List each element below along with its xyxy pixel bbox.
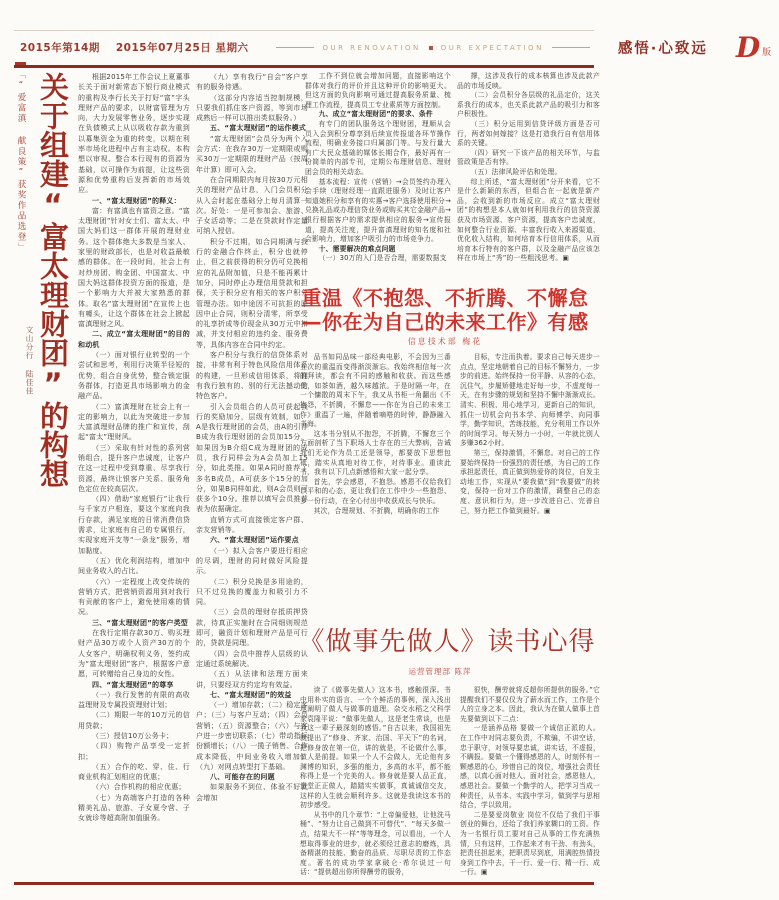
slogan-square-icon (429, 46, 433, 50)
article2-byline: 信息技术部 梅花 (407, 337, 483, 346)
article2-column-1: 品书如同品味一部经典电影，不会因为三番五次的重温而变得渐淡渐忘。我始终相信每一次的拜读，都会有不同的感触和收获。而这些感受，如茶如酒，越久味越浓。于是时隔一年，在一个慵散的周末下午，我又从书柜一角翻出《不抱怨，不折腾，不懈怠——你在为自己的未来工作》重温了一遍，伴随着嘀嗒的时钟，静静融入书海。 这本书分别从不抱怨，不折腾，不懈怠三个方面剖析了当下职场人士存在的三大弊病，告诫我们无论作为员工还是领导，都要放下思想包袱，踏实从真地对待工作，对待事业。重读此书，我有以下几点新感悟和大家一起分享。 首先，学会感恩，不抱怨。感恩不仅给我们以平和的心态，更让我们在工作中少一些抱怨、多一份行动，在全心付出中收获成长与快乐。 其次，合理规划、不折腾，明确你的工作 (300, 353, 451, 515)
edition-suffix: 版 (762, 47, 772, 58)
section-title: 感悟·心致远 (617, 41, 708, 57)
article2-title-line1: 重温《不抱怨、不折腾、不懈怠 (301, 286, 589, 310)
lead-article-column-2: （九）享有我行“自会”客户享有的服务待遇。 （这部分内容适当控制规模，只要我们抓住客户资源，等到市场成熟后一样可以推出类似服务。） 五、“富太理财团”的运作模式 “富太理财团”会员分为两个入会方式：在我存30万一定期限或购买30万一定期限的理财产品（按周年计算）即可入会。 在合同期限内每月按30万元相关的理财产品计息，入门会员积分从入会时起在基础分上每月清算一次。好处：一是可参加会、旅游、子女活动等；二是在贷款时作定量可纳入授信。 积分不过期，如合同期满与我行的金融合作终止，积分也就停止，但之前获得的积分仍可兑换相应的礼品附加值，只是不能再累计加分，同时停止办理信用贷款和担保，关于积分应有相关的客户积分管理办法。如中途因不可抗拒的原因中止合同，则积分清零，所享受的礼享折成等价现金从30万元中扣减，并支付相应的违约金、服务费等，具体内容在合同中约定。 客户积分与我行的信贷体系对接，非常有利于特色风险信用体系的构建，一旦形成信用体系，将拥有我行独有的、别的行无法撼动的特色客户。 引入会员组合的人员可获起我行的奖励加分，层级有效制，如：A是我行理财团的会员，由A的引荐B成为我行理财团的会员加15分，如果因为B介绍C成为理财团的成员，我行同样会为A会员加上15分，如此类推。如果A同时推荐了多名B成员，A可获多个15分的加分，如果B同样如此，则A会员则可获多个10分。推荐以填写会员推荐表为依据确定。 直销方式可直接锁定客户群、亲友营销等。 六、“富太理财团”运作要点 （一）拟入会客户要进行相应的尽调，理财的同时做好风险提示。 （二）积分兑换是多用途的，只不过兑换的覆盖力和吸引力不同。 （三）会员的理财存抵质押贷款，待真正实施时在合同细则规范即可，融资计划和理财产品是可行的，贷款是同理。 （四）会员中推荐人层级的认定通过系统解决。 （五）从法律和法理方面来讲，只要经双方约定均有效益。 七、“富太理财团”的效益 （一）增加存款；（二）稳定客户；（三）与客户互动；（四）会员营销；（五）资源整合；（六）与客户进一步密切联系；（七）带动指标份额增长；（八）一揽子销售、合作成本降低，中间业务收入增加；（九）对网点转型打下基础。 八、可能存在的问题 如果服务不到位、体验不好就会增加 (196, 73, 308, 802)
slogan-right-text: OUR EXPECTATION (440, 43, 544, 52)
article3-column-1: 读了《做事先做人》这本书，感触很深。书中用朴实的语言、一个个鲜活的事例，深入浅出地阐明了做人与做事的道理。杂交水稻之父科学家袁隆平说：“做事先做人，这是老生常谈，也是我这一辈子最深刻的感悟。”自古以来，我国祖先就提出了“修身、齐家、治国、平天下”的名词，把修身放在第一位，讲的就是，不论做什么事，做人是前提。如果一个人不会做人，无论他有多渊博的知识，多强的能力，多高的水平，都不能称得上是一个完美的人。修身就是要人品正直，堂堂正正做人，踏踏实实做事，真诚诚信交友，这样的人生就会顺利许多。这就是我读这本书的初步感受。 从书中的几个章节：“上帝偏爱他，让他洗马桶”、“努力让自己做到不可替代”、“每天多做一点，结果大不一样”等等理念，可以看出，一个人想取得事业的进步，就必须经过意志的磨炼，具备精湛的技能、勤奋的品质、尽职尽责的工作态度。著名的成功学家拿破仑·希尔说过一句话：“提供超出你所得酬劳的服务， (300, 686, 451, 877)
series-label: 「“爱富滇 献良策”获奖作品选登」 (16, 70, 26, 253)
slogan-rule-left (276, 47, 314, 48)
edition-letter: D (735, 30, 761, 64)
publication-date: 2015年07月25日 星期六 (115, 42, 249, 54)
lead-article-column-1: 根据2015年工作会议上夏董事长关于面对新常态下银行商业模式的重构及李行长关于打好“富”字头理财产品的要求，以财富管理为方向，大力发展零售业务，逐步实现在负债模式上从以吸收存款为重到以募集资金为重的转变，以期在利率市场化进程中占有主动权。本构想以审视、整合本行现有的资源为基础，以可操作为前提，让这些资源和优势重构后发挥新的市场效应。 一、“富太理财团”的释义： 富：有富滇也有富资之意。“富太理财团”针对女士们、富太太、中国大妈们这一群体开展的理财业务。这个群体绝大多数是当家人、家里的财政部长，也是对收益最敏感的群体。在一段时间，社会上有对炒房团、购金团、中国富太、中国大妈这群体投资方面的报道，是一个影响力大并被大家熟悉的群体。取名“富太理财团”在宣传上也有噱头，让这个群体在社会上掀起富滇理财之风。 二、成立“富太理财团”的目的和动机 （一）面对银行业转型的一个尝试和思考，利用行决策半径短的优势，组合自身优势，整合锁定服务群体，打造更具市场影响力的金融产品。 （二）富滇理财在社会上有一定的影响力，以此为突破进一步加大富滇理财品牌的推广和宣传，刮起“富太”理财风。 （三）采取有针对性的系列营销组合，提升客户忠诚度，让客户在这一过程中受到尊重、尽享我行资源，最终让银客户关系、服务角色定位在较高层次。 （四）借助“家庭银行”让我行与千家万户相连，要这个家庭向我行存款，满足家庭的日常消费信贷需求，让家庭有自己的专属银行，实现家庭开支等“一条龙”服务，增加黏度。 （五）优化利润结构，增加中间业务收入的占比。 （六）一定程度上改变传统的营销方式，把营销资源用到对我行有贡献的客户上，避免使用难的情况。 三、“富太理财团”的客户类型 在我行定期存款30万、购买理财产品30万或个人资产30万的个人女客户，明确权利义务，签约成为“富太理财团”客户，根据客户意愿，可转赠给自己身边的女性。 四、“富太理财团”的尊享 （一）我行发售的有限的高收益理财及专属投资理财计划； （二）期限一年的10万元的信用贷款； （三）授信10万公务卡； （四）购物产品享受一定折扣； （五）合作的吃、穿、住、行商业机构汇划相应的优惠； （六）合作机构的相应优惠； （七）为高端客户打造的各种精美礼品、旅游、子女夏令营、子女就诊等超高附加值服务。 (78, 73, 190, 823)
edition-badge (728, 30, 779, 64)
masthead-rule (14, 65, 594, 68)
page-bottom-rule (14, 882, 594, 885)
article3-byline: 运营管理部 陈萍 (408, 667, 472, 676)
issue-number: 2015年第14期 (20, 42, 100, 54)
masthead-slogan (268, 44, 597, 52)
slogan-rule-right (552, 47, 590, 48)
lead-article-byline: 文山分行 陆佳佳 (25, 326, 34, 396)
lead-article-column-3: 工作不到位就会增加问题，直接影响这个群体对我行的评价并且这种评价的影响更大。但这方面的负向影响可通过提高服务质量、梳理工作流程，提高员工专业素质等方面控制。 九、成立“富太理财团”的要求、条件 有专门的团队服务这个理财团，理顺从会员入会到积分尊享到后续宣传报道各环节操作流程，明确业务接口归属部门等。与发行量大有广大民众基础的媒体长期合作，最好再有一份简单的内部专刊，定期公布理财信息、理财团会员的相关动态。 基本流程：宣传（营销）→会员签约办理入会手续（理财经理一直跟进服务）及时让客户知道她积分和享有的实惠→客户选择使用积分→兑换礼品或办理信贷业务或购买其它金融产品→银行根据客户的需求提供相应的服务→宣传报道，提高关注度，提升富滇理财的知名度和社会影响力，增加客户吸引力的市场竞争力。 十、需要解决的难点问题 （一）30万的入门是否合理，需要数据支 (305, 72, 451, 263)
lead-article-title: 关于组建“富太理财团”的构想 (36, 72, 70, 488)
lead-article-column-4: 撑，这涉及我行的成本核算也涉及此款产品的市场反映。 （二）会员积分各层级的礼品定价，这关系我行的成本，也关系此款产品的吸引力和客户积极性。 （三）积分运用到信贷评级方面是否可行，两者如何嫁接？这是打造我行自有信用体系的关键。 （四）研究一下该产品的相关环节，与监管政策是否有悖。 （五）法律风险评估和处理。 综上所述，“富太理财团”分开来看，它不是什么新颖的东西，但组合在一起就是新产品，会收到新的市场反应。成立“富太理财团”的构想是本人就如何利用我行的信贷资源获及市场资源、客户资源，提高客户忠诚度，如何整合行业资源、丰富我行收入来源渠道、优化收入结构，如何培育本行信用体系，从而培育本行特有的客户群，以及金融产品应该怎样在市场上“秀”的一些粗浅思考。▣ (457, 72, 600, 263)
masthead (14, 30, 772, 64)
slogan-left-text: OUR RENOVATION (322, 43, 421, 52)
article2-title-line2: —你在为自己的未来工作》有感 (301, 309, 589, 334)
issue-date-block (14, 35, 248, 61)
article3-title: 《做事先做人》读书心得 (298, 627, 596, 657)
article2-column-2: 目标，专注而执着。要求自己每天进步一点点，坚定地朝着自己的目标不懈努力，一步步的前进。始终保持一份平静、从容的心态，沉住气，步履矫健地走好每一步，不虚度每一天，在有步骤的规划和坚持不懈中渐渐成长。清实、积极、用心地学习，更新自己的知识，抓住一切机会向书本学、向师傅学、向同事学，勤学知识，苦练技能，充分利用工作以外的时间学习。每天努力一小时，一年就比别人多赚362小时。 第三，保持激情，不懈怠。对自己的工作要始终保持一份强烈的责任感，为自己的工作承担起责任，真正做到热爱你的岗位，自发主动地工作，实现从“要我做”到“我要做”的转变，保持一份对工作的激情，调整自己的态度、意识和行为，进一步改进自己、完善自己，努力把工作做到最好。▣ (460, 353, 600, 515)
article3-column-2: 很快，酬劳就将反超你所提供的服务。”它提醒我们不要仅仅为了薪水而工作，工作是个人的立身之本。因此，我认为在做人做事上首先要做到以下二点： 一是涵养品格 要做一个诚信正派的人。在工作中对同志要负责，不欺骗，不讲空话，忠于职守，对领导要忠诚，讲实话，不虚报，不瞒报。要做一个懂得感恩的人，时刻怀有一颗感恩的心，珍惜自己的岗位，增强社会责任感，以真心面对他人、面对社会，感恩他人，感恩社会。要做一个勤学的人，把学习当成一种责任，从书本、实践中学习，做到学与思相结合，学以致用。 二是要爱岗敬业 岗位不仅给了我们干事创业的舞台，还给了我们养家糊口的工资。作为一名银行员工要对自己从事的工作充满热情，只有这样，工作起来才有干劲、有劲头，把责任担起来，把职责尽到底，用满腔热情投身到工作中去，干一行、爱一行、精一行、成一行。▣ (460, 686, 600, 877)
series-label-tick (15, 62, 26, 65)
article2-title (288, 287, 602, 334)
